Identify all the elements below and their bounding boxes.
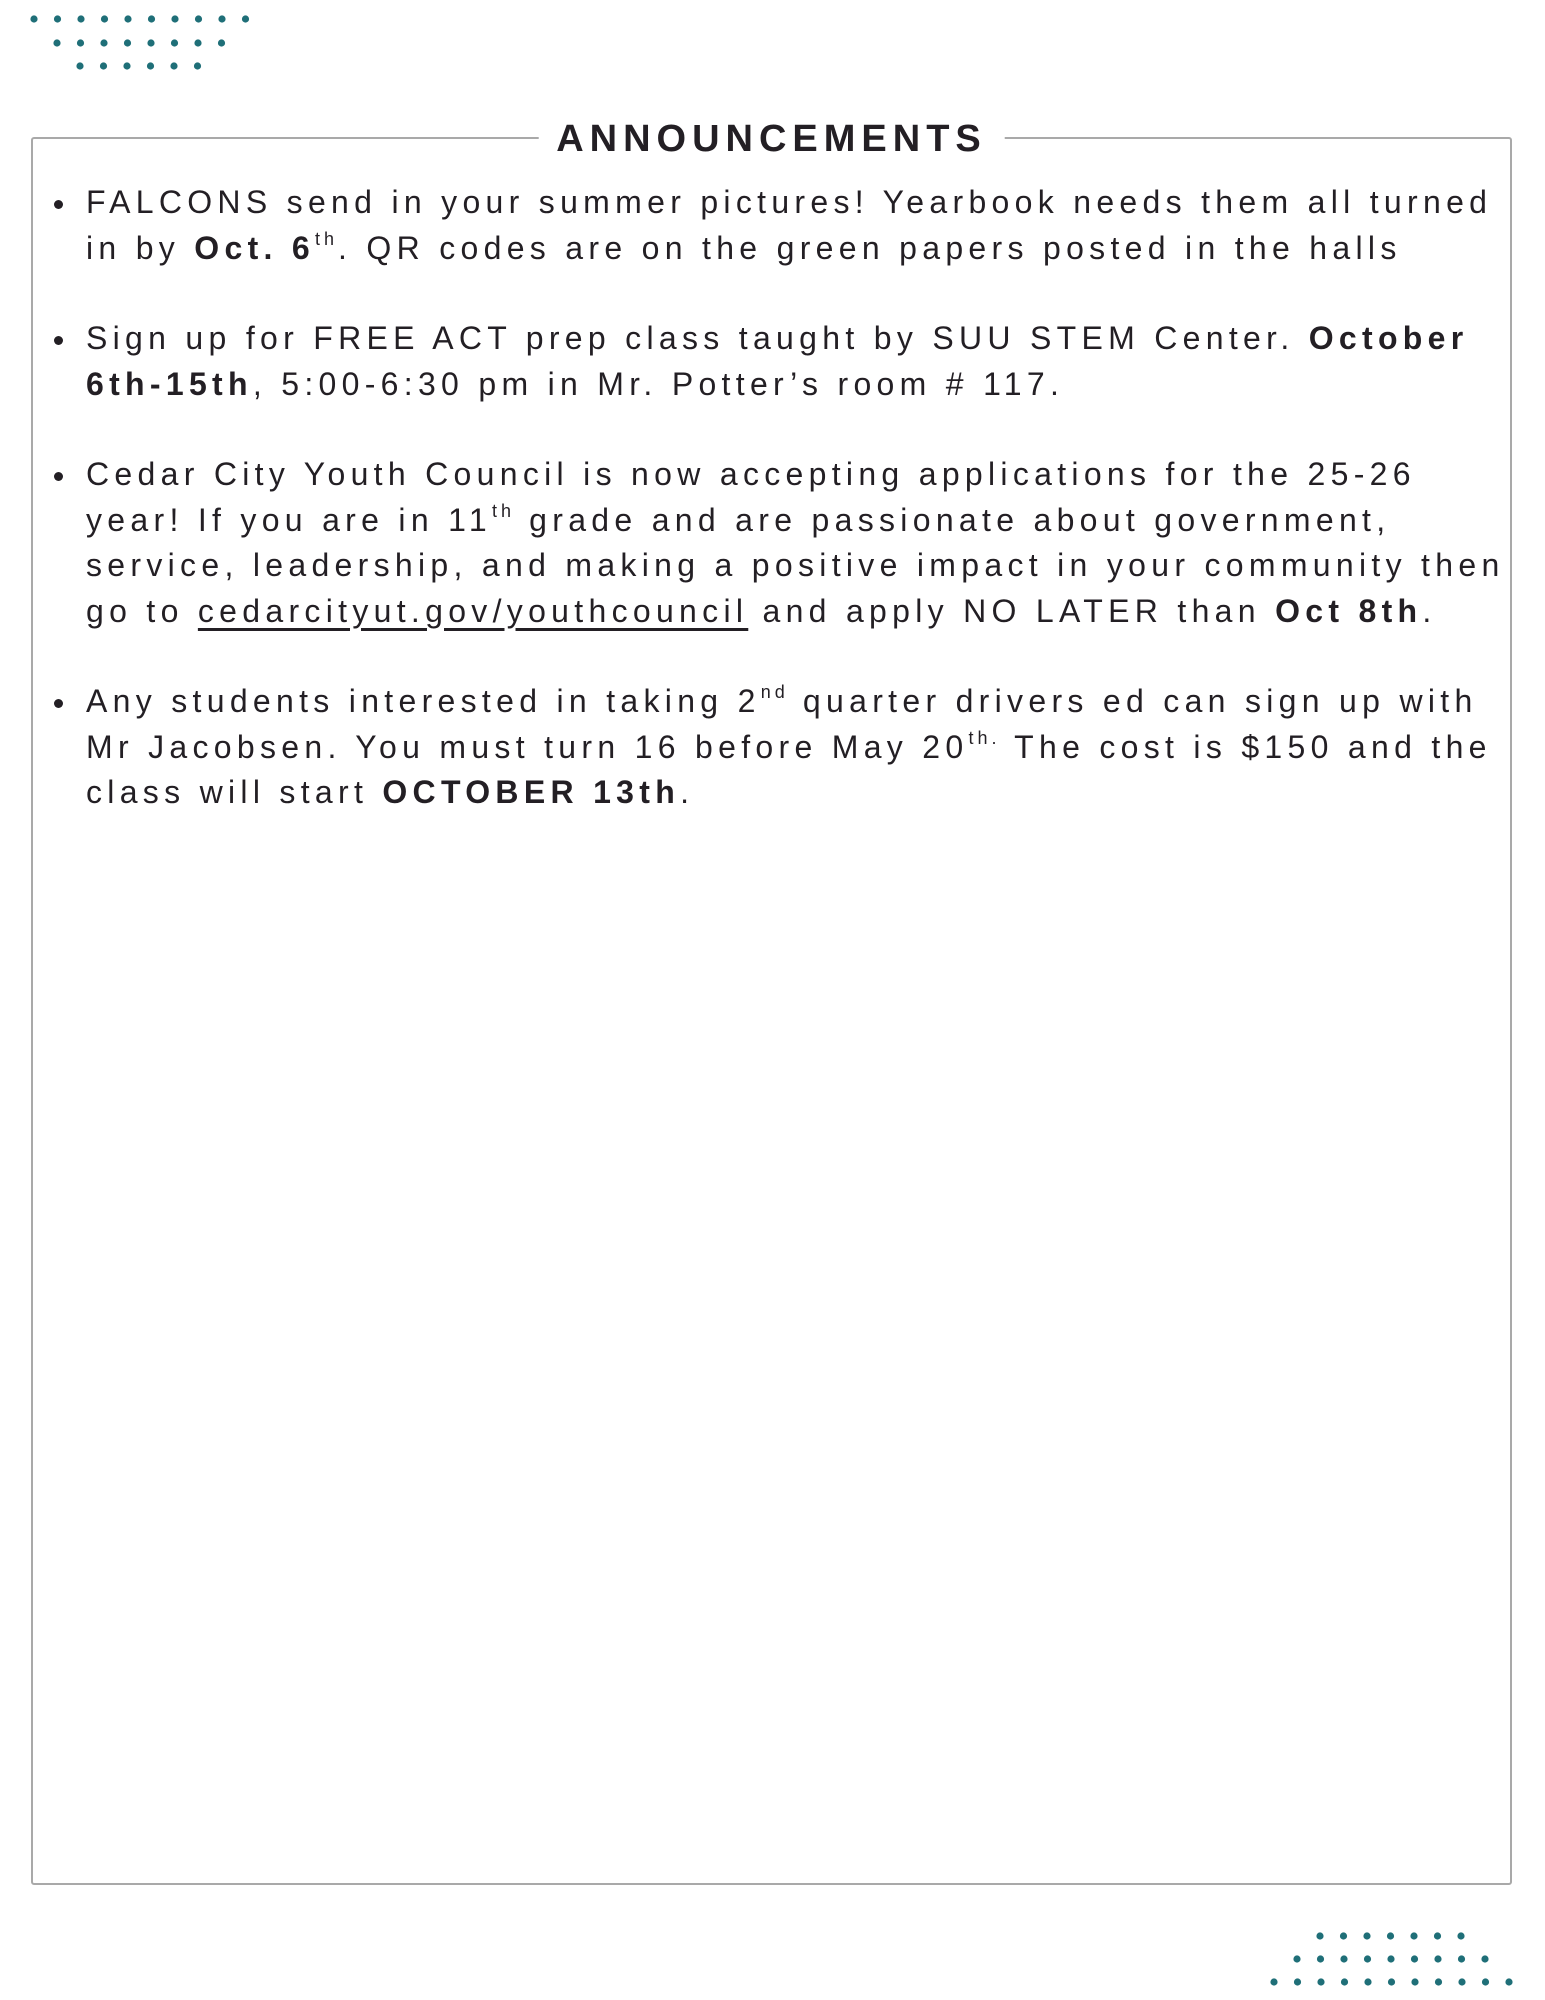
item-text: .: [1422, 592, 1437, 629]
list-item: [54, 316, 1506, 407]
page-title: ANNOUNCEMENTS: [538, 117, 1005, 161]
dot: [1364, 1978, 1371, 1985]
item-text: grade and are passionate about government, service, leadership, and making a positive impact in your community then go to: [86, 501, 1505, 629]
list-item: [54, 452, 1506, 634]
dot: [1434, 1955, 1441, 1962]
item-text: Sign up for FREE ACT prep class taught by SUU STEM Center.: [86, 320, 1309, 356]
dot: [171, 15, 178, 22]
dot: [1317, 1955, 1324, 1962]
dot: [1505, 1978, 1512, 1985]
item-text: and apply NO LATER than: [748, 592, 1276, 629]
dot: [1388, 1978, 1395, 1985]
dot: [1340, 1955, 1347, 1962]
dot: [123, 62, 130, 69]
dot: [1316, 1932, 1323, 1939]
dot: [101, 15, 108, 22]
dot-pattern-bottom-icon: [1262, 1928, 1522, 1990]
dot: [1482, 1978, 1489, 1985]
dot: [1411, 1978, 1418, 1985]
dot: [124, 39, 131, 46]
dot: [1387, 1955, 1394, 1962]
dot: [76, 62, 83, 69]
dot: [147, 62, 154, 69]
item-text: , 5:00-6:30 pm in Mr. Potter’s room # 117.: [252, 365, 1065, 402]
dot: [170, 62, 177, 69]
dot: [53, 39, 60, 46]
item-text: Any students interested in taking 2: [86, 683, 761, 719]
dot: [148, 15, 155, 22]
dot: [100, 39, 107, 46]
dot: [1270, 1978, 1277, 1985]
dot: [195, 15, 202, 22]
dot: [1457, 1932, 1464, 1939]
dot: [218, 39, 225, 46]
dot: [1317, 1978, 1324, 1985]
dot: [77, 15, 84, 22]
item-date: OCTOBER 13th: [382, 774, 681, 810]
item-text: quarter drivers ed can sign up with Mr Jacobsen. You must turn 16 before May 20: [86, 683, 1478, 765]
dot: [1434, 1932, 1441, 1939]
dot: [1481, 1955, 1488, 1962]
dot: [54, 15, 61, 22]
item-superscript: nd: [760, 682, 789, 702]
item-text: Cedar City Youth Council is now accepting applications for the 25-26 year! If you are in 11: [86, 456, 1416, 538]
dot: [100, 62, 107, 69]
announcement-list: [54, 180, 1506, 861]
dot: [194, 62, 201, 69]
dot: [30, 15, 37, 22]
dot: [147, 39, 154, 46]
list-item: [54, 679, 1506, 816]
item-text: FALCONS send in your summer pictures! Yearbook needs them all turned in by: [86, 184, 1493, 266]
dot: [1364, 1955, 1371, 1962]
item-date: October 6th-15th: [86, 320, 1469, 402]
dot: [1387, 1932, 1394, 1939]
dot: [242, 15, 249, 22]
dot: [77, 39, 84, 46]
dot: [1341, 1978, 1348, 1985]
item-text: .: [680, 774, 695, 810]
dot: [1411, 1955, 1418, 1962]
dot: [1458, 1955, 1465, 1962]
dot: [1294, 1978, 1301, 1985]
dot: [1363, 1932, 1370, 1939]
item-text: The cost is $150 and the class will start: [86, 728, 1492, 810]
dot: [194, 39, 201, 46]
dot: [1435, 1978, 1442, 1985]
item-superscript: th: [315, 228, 339, 249]
dot: [1293, 1955, 1300, 1962]
item-superscript: th.: [968, 727, 1001, 748]
list-item: [54, 180, 1506, 271]
item-date: Oct 8th: [1275, 592, 1423, 629]
dot: [124, 15, 131, 22]
dot-pattern-top-icon: [26, 10, 276, 74]
dot: [1410, 1932, 1417, 1939]
item-superscript: th: [491, 500, 515, 521]
dot: [218, 15, 225, 22]
item-date: Oct. 6: [194, 229, 316, 266]
youth-council-link[interactable]: cedarcityut.gov/youthcouncil: [197, 592, 749, 629]
dot: [171, 39, 178, 46]
dot: [1458, 1978, 1465, 1985]
item-text: . QR codes are on the green papers posted in the halls: [338, 229, 1402, 266]
dot: [1340, 1932, 1347, 1939]
